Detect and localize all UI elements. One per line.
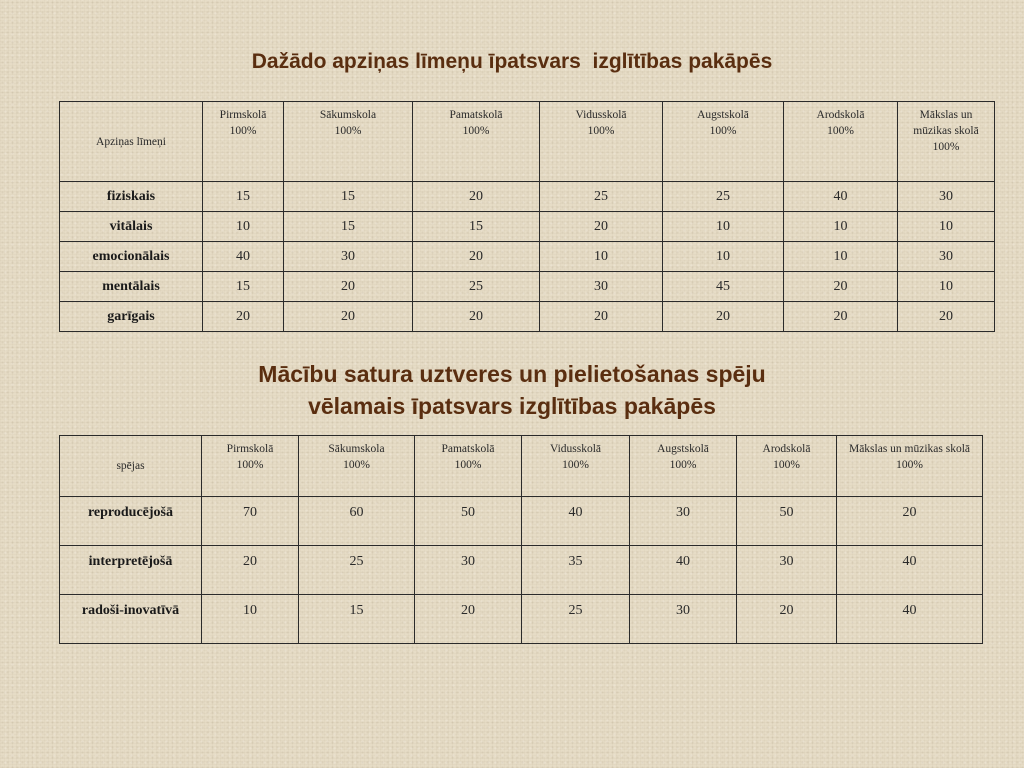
cell-value: 70 — [243, 505, 257, 520]
cell-value: 20 — [779, 603, 794, 618]
table-cell — [630, 595, 737, 644]
column-header — [737, 436, 837, 497]
row-label: emocionālais — [60, 242, 203, 272]
table-cell — [630, 497, 737, 546]
row-label: garīgais — [60, 302, 203, 332]
column-percent: 100% — [669, 459, 697, 471]
column-header — [203, 102, 284, 182]
table-cell — [299, 595, 415, 644]
table-cell: 20 — [203, 302, 284, 332]
column-name: Pirmskolā — [219, 109, 267, 121]
table-cell: 25 — [413, 272, 540, 302]
column-header — [663, 102, 784, 182]
cell-value: 60 — [349, 505, 364, 520]
table-row — [60, 182, 995, 212]
cell-value: 20 — [902, 505, 917, 520]
cell-value: 50 — [461, 505, 475, 520]
table-cell — [837, 595, 983, 644]
column-header — [630, 436, 737, 497]
cell-value: 30 — [779, 554, 794, 569]
column-percent: 100% — [236, 459, 264, 471]
table-cell: 10 — [663, 242, 784, 272]
table-cell: 40 — [203, 242, 284, 272]
column-name: Sākumskola — [328, 443, 385, 455]
table-cell: 10 — [784, 242, 898, 272]
column-name: Pirmskolā — [226, 443, 274, 455]
table-cell: 20 — [540, 212, 663, 242]
table-cell: 20 — [284, 272, 413, 302]
column-header — [413, 102, 540, 182]
column-percent: 100% — [896, 459, 923, 471]
table-row — [60, 272, 995, 302]
row-label-text: radoši-inovatīvā — [81, 603, 180, 618]
table-cell: 15 — [203, 182, 284, 212]
column-header — [522, 436, 630, 497]
table-cell: 10 — [203, 212, 284, 242]
table-cell — [522, 497, 630, 546]
table-cell: 30 — [540, 272, 663, 302]
cell-value: 25 — [349, 554, 364, 569]
table-row — [60, 212, 995, 242]
column-header — [284, 102, 413, 182]
table-cell: 45 — [663, 272, 784, 302]
cell-value: 20 — [461, 603, 475, 618]
table-cell: 10 — [784, 212, 898, 242]
cell-value: 15 — [349, 603, 364, 618]
column-name: Augstskolā — [697, 109, 749, 121]
table-cell: 30 — [898, 182, 995, 212]
table-cell: 25 — [540, 182, 663, 212]
column-header — [540, 102, 663, 182]
table-cell — [522, 546, 630, 595]
cell-value: 10 — [243, 603, 257, 618]
cell-value: 30 — [676, 505, 690, 520]
table-cell: 20 — [413, 242, 540, 272]
table-cell: 10 — [663, 212, 784, 242]
table-cell — [737, 546, 837, 595]
table-cell: 10 — [898, 272, 995, 302]
table-cell — [202, 497, 299, 546]
table-cell: 40 — [784, 182, 898, 212]
column-percent: 100% — [462, 125, 490, 137]
column-name: Pamatskolā — [449, 109, 503, 121]
column-header — [415, 436, 522, 497]
column-name: Pamatskolā — [441, 443, 495, 455]
table-cell: 20 — [540, 302, 663, 332]
table-cell: 15 — [413, 212, 540, 242]
row-label-text: reproducējošā — [87, 505, 174, 520]
table2-title: Mācību satura uztveres un pielietošanas spēju vēlamais īpatsvars izglītības pakāpēs — [258, 361, 766, 419]
row-label-text: interpretējošā — [88, 554, 173, 569]
column-name: Vidusskolā — [549, 443, 602, 455]
table-row — [60, 497, 983, 546]
table1-title: Dažādo apziņas līmeņu īpatsvars izglītības pakāpēs — [251, 50, 773, 73]
column-name: Mākslas un mūzikas skolā — [913, 109, 979, 137]
column-name: Arodskolā — [762, 443, 811, 455]
table-cell — [737, 595, 837, 644]
table-cell — [837, 546, 983, 595]
column-percent: 100% — [827, 125, 854, 137]
row-label — [60, 595, 202, 644]
table-cell — [415, 595, 522, 644]
table-cell: 15 — [203, 272, 284, 302]
column-percent: 100% — [454, 459, 482, 471]
table-cell: 30 — [898, 242, 995, 272]
table-cell — [415, 497, 522, 546]
table-row — [60, 242, 995, 272]
cell-value: 30 — [676, 603, 690, 618]
table-cell: 20 — [413, 182, 540, 212]
cell-value: 25 — [568, 603, 583, 618]
column-percent: 100% — [334, 125, 362, 137]
column-header — [202, 436, 299, 497]
table-cell — [837, 497, 983, 546]
table-cell: 30 — [284, 242, 413, 272]
cell-value: 35 — [568, 554, 583, 569]
table-cell — [737, 497, 837, 546]
column-name: Vidusskolā — [575, 109, 627, 121]
cell-value: 30 — [461, 554, 475, 569]
table-row — [60, 595, 983, 644]
table-cell: 20 — [413, 302, 540, 332]
cell-value: 40 — [902, 603, 917, 618]
table-cell — [299, 546, 415, 595]
column-percent: 100% — [932, 141, 960, 153]
table-row — [60, 546, 983, 595]
column-name: Sākumskola — [319, 109, 377, 121]
table-cell: 20 — [898, 302, 995, 332]
column-percent: 100% — [587, 125, 615, 137]
column-name: Mākslas un mūzikas skolā — [848, 443, 971, 455]
table-cell: 25 — [663, 182, 784, 212]
row-label: vitālais — [60, 212, 203, 242]
table-cell: 20 — [284, 302, 413, 332]
abilities-table — [59, 435, 983, 644]
row-label — [60, 546, 202, 595]
row-label: mentālais — [60, 272, 203, 302]
table-cell: 10 — [898, 212, 995, 242]
column-percent: 100% — [773, 459, 800, 471]
cell-value: 50 — [779, 505, 794, 520]
cell-value: 40 — [902, 554, 917, 569]
column-percent: 100% — [562, 459, 589, 471]
corner-header: Apziņas līmeņi — [60, 102, 203, 182]
column-name: Augstskolā — [657, 443, 709, 455]
column-percent: 100% — [709, 125, 737, 137]
table-cell — [630, 546, 737, 595]
table-cell — [299, 497, 415, 546]
table-cell: 15 — [284, 182, 413, 212]
table-cell — [415, 546, 522, 595]
row-label — [60, 497, 202, 546]
column-header — [784, 102, 898, 182]
row-label: fiziskais — [60, 182, 203, 212]
cell-value: 40 — [568, 505, 583, 520]
table-row — [60, 302, 995, 332]
cell-value: 20 — [243, 554, 257, 569]
awareness-levels-table — [59, 101, 995, 332]
table-cell: 10 — [540, 242, 663, 272]
table-cell: 20 — [663, 302, 784, 332]
cell-value: 40 — [676, 554, 690, 569]
column-header — [299, 436, 415, 497]
column-name: Arodskolā — [816, 109, 865, 121]
table-header-row — [60, 436, 983, 497]
column-percent: 100% — [229, 125, 257, 137]
table-cell — [202, 546, 299, 595]
table-cell: 15 — [284, 212, 413, 242]
column-percent: 100% — [343, 459, 370, 471]
column-header — [837, 436, 983, 497]
table-cell — [202, 595, 299, 644]
table-cell: 20 — [784, 302, 898, 332]
table-header-row — [60, 102, 995, 182]
table-cell: 20 — [784, 272, 898, 302]
column-header — [898, 102, 995, 182]
table-cell — [522, 595, 630, 644]
corner-header: spējas — [60, 436, 202, 497]
